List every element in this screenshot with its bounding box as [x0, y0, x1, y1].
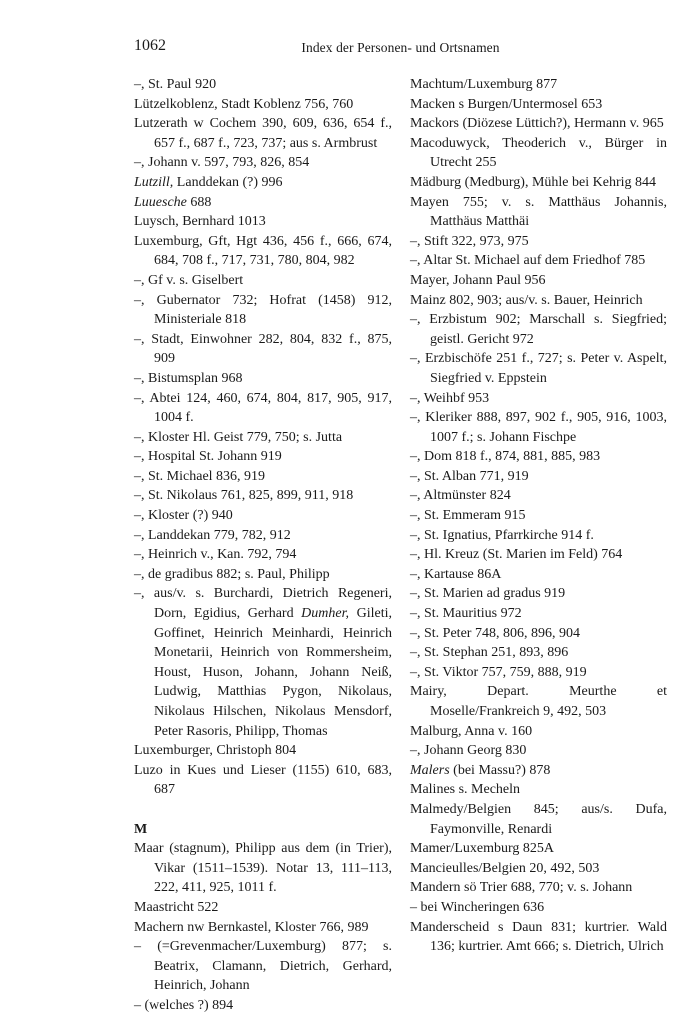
index-entry: –, Hospital St. Johann 919 [134, 449, 282, 465]
index-entry: –, de gradibus 882; s. Paul, Philipp [134, 566, 330, 582]
index-entry: –, St. Alban 771, 919 [410, 468, 529, 484]
index-entry [134, 584, 392, 741]
index-entry: –, Altmünster 824 [410, 488, 511, 504]
index-entry: –, Erzbistum 902; Marschall s. Siegfried; geistl. Gericht 972 [410, 312, 667, 347]
index-entry-italic: Malers [410, 762, 450, 778]
index-entry: – bei Wincheringen 636 [410, 899, 545, 915]
index-entry: Mainz 802, 903; aus/v. s. Bauer, Heinrich [410, 292, 643, 308]
page-number: 1062 [134, 37, 166, 54]
index-entry: Mädburg (Medburg), Mühle bei Kehrig 844 [410, 174, 656, 190]
index-entry: Luxemburg, Gft, Hgt 436, 456 f., 666, 674, 684, 708 f., 717, 731, 780, 804, 982 [134, 233, 392, 269]
index-entry: Malines s. Mecheln [410, 782, 521, 798]
index-entry: –, Kloster (?) 940 [134, 508, 233, 524]
index-entry: –, Kloster Hl. Geist 779, 750; s. Jutta [134, 429, 343, 445]
index-entry: –, Kartause 86A [410, 566, 502, 582]
index-entry-rest: Landdekan (?) 996 [173, 174, 283, 190]
index-entry: –, Weihbf 953 [410, 390, 490, 406]
index-entry: –, Stadt, Einwohner 282, 804, 832 f., 875, 909 [134, 331, 392, 367]
index-entry: –, Johann Georg 830 [410, 743, 527, 759]
index-entry-rest: 688 [186, 194, 212, 210]
index-entry: Luxemburger, Christoph 804 [134, 743, 297, 759]
index-entry: Machern nw Bernkastel, Kloster 766, 989 [134, 919, 369, 935]
index-entry: Mayen 755; v. s. Matthäus Johannis, Matthäus Matthäi [410, 194, 667, 230]
index-entry-rest: (bei Massu?) 878 [449, 762, 551, 778]
index-entry: –, Abtei 124, 460, 674, 804, 817, 905, 917, 1004 f. [134, 390, 392, 426]
index-entry: Mancieulles/Belgien 20, 492, 503 [410, 860, 600, 876]
index-entry: –, Altar St. Michael auf dem Friedhof 785 [410, 253, 646, 269]
index-entry-italic: Dumher, [301, 606, 350, 622]
index-entry: Malmedy/Belgien 845; aus/s. Dufa, Faymonville, Renardi [410, 801, 667, 837]
index-entry: Maar (stagnum), Philipp aus dem (in Trier), Vikar (1511–1539). Notar 13, 111–113, 222, 411, 925, 1011 f. [134, 841, 392, 896]
index-entry: Macken s Burgen/Untermosel 653 [410, 96, 603, 112]
index-entry: –, St. Mauritius 972 [410, 606, 522, 622]
index-entry: –, Gf v. s. Giselbert [134, 272, 244, 288]
index-entry: –, St. Paul 920 [134, 77, 217, 92]
index-entry: –, Kleriker 888, 897, 902 f., 905, 916, 1003, 1007 f.; s. Johann Fischpe [410, 410, 667, 445]
index-entry: Malburg, Anna v. 160 [410, 723, 533, 739]
index-entry: –, Landdekan 779, 782, 912 [134, 527, 291, 543]
index-entry: –, St. Stephan 251, 893, 896 [410, 645, 569, 661]
index-entry: –, St. Nikolaus 761, 825, 899, 911, 918 [134, 488, 354, 504]
index-entry: –, Dom 818 f., 874, 881, 885, 983 [410, 449, 601, 465]
index-entry: –, St. Marien ad gradus 919 [410, 586, 566, 602]
index-entry: Luzo in Kues und Lieser (1155) 610, 683, 687 [134, 762, 392, 798]
index-entry: Mairy, Depart. Meurthe et Moselle/Frankreich 9, 492, 503 [410, 684, 667, 719]
index-entry: –, Erzbischöfe 251 f., 727; s. Peter v. Aspelt, Siegfried v. Eppstein [410, 351, 667, 386]
index-entry: –, St. Ignatius, Pfarrkirche 914 f. [410, 527, 594, 543]
index-entry: –, Hl. Kreuz (St. Marien im Feld) 764 [410, 547, 623, 563]
index-entry: Luysch, Bernhard 1013 [134, 214, 266, 230]
index-entry: Mamer/Luxemburg 825A [410, 841, 554, 857]
index-entry: –, Stift 322, 973, 975 [410, 233, 529, 249]
page-header [134, 37, 667, 61]
index-entry: Mandern sö Trier 688, 770; v. s. Johann [410, 880, 633, 896]
index-entry: –, St. Emmeram 915 [410, 508, 526, 524]
index-entry: Lutzerath w Cochem 390, 609, 636, 654 f., 657 f., 687 f., 723, 737; aus s. Armbrust [134, 116, 392, 151]
index-entry: –, Bistumsplan 968 [134, 370, 243, 386]
index-entry: –, St. Peter 748, 806, 896, 904 [410, 625, 580, 641]
index-entry: –, Johann v. 597, 793, 826, 854 [134, 155, 310, 171]
index-entry: Lützelkoblenz, Stadt Koblenz 756, 760 [134, 96, 354, 112]
index-entry [134, 173, 392, 193]
index-entry [134, 193, 392, 213]
index-entry: – (welches ?) 894 [134, 997, 234, 1013]
index-entry: –, Gubernator 732; Hofrat (1458) 912, Ministeriale 818 [134, 292, 392, 328]
index-entry-italic: Luuesche [134, 194, 187, 210]
index-entry: – (=Grevenmacher/Luxemburg) 877; s. Beatrix, Clamann, Dietrich, Gerhard, Heinrich, Johann [134, 939, 392, 994]
index-entry: Mayer, Johann Paul 956 [410, 272, 546, 288]
index-entry: –, St. Michael 836, 919 [134, 468, 266, 484]
index-entry [410, 761, 667, 781]
running-title: Index der Personen- und Ortsnamen [301, 40, 500, 55]
index-entry: Maastricht 522 [134, 899, 219, 915]
index-entry-italic: Lutzill, [134, 174, 174, 190]
index-entry: Manderscheid s Daun 831; kurtrier. Wald 136; kurtrier. Amt 666; s. Dietrich, Ulrich [410, 919, 667, 955]
right-column [410, 75, 667, 957]
index-entry: Machtum/Luxemburg 877 [410, 77, 558, 92]
index-entry: –, Heinrich v., Kan. 792, 794 [134, 547, 297, 563]
section-letter: M [134, 821, 148, 837]
left-column [134, 75, 392, 1016]
index-entry-part: Gileti, Goffinet, Heinrich Meinhardi, Heinrich Monetarii, Heinrich von Rommersheim, Houst, Huson, Johann, Johann Neiß, Ludwig, Matthias Pygon, Nikolaus, Nikolaus Hilschen, Nikolaus Mensdorf, Peter Rasoris, Philipp, Thomas [154, 606, 392, 739]
index-entry: Macoduwyck, Theoderich v., Bürger in Utrecht 255 [410, 135, 667, 171]
index-entry: Mackors (Diözese Lüttich?), Hermann v. 965 [410, 116, 664, 132]
index-entry: –, St. Viktor 757, 759, 888, 919 [410, 664, 587, 680]
index-entry-part: –, aus/v. s. Burchardi, Dietrich Regeneri, Dorn, Egidius, Gerhard [134, 586, 392, 622]
